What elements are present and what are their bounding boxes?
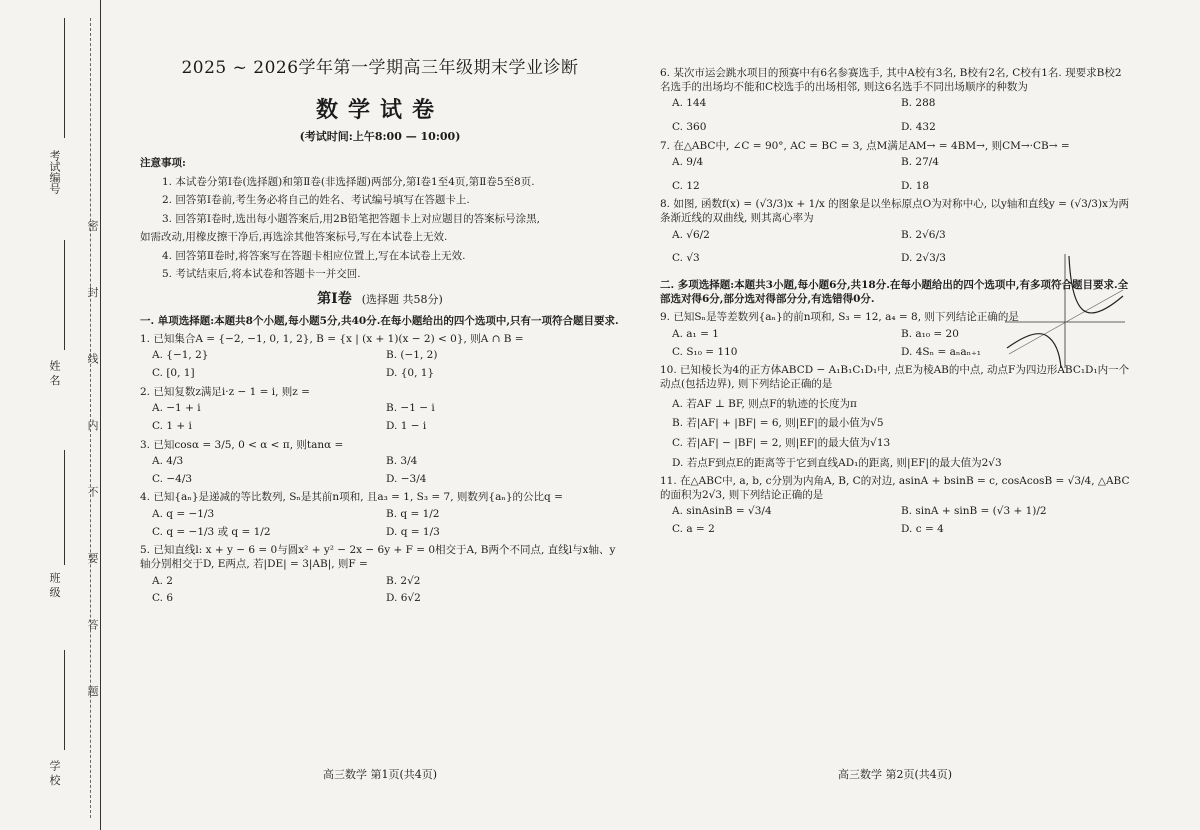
notice-item: 3. 回答第Ⅰ卷时,选出每小题答案后,用2B铅笔把答题卡上对应题目的答案标号涂黑, bbox=[162, 212, 540, 225]
options bbox=[660, 156, 1130, 193]
option: B. 若|AF| + |BF| = 6, 则|EF|的最小值为√5 bbox=[672, 417, 884, 430]
page-1 bbox=[140, 54, 620, 606]
option: A. {−1, 2} bbox=[152, 349, 209, 362]
subject-title: 数学试卷 bbox=[315, 97, 444, 123]
option: B. 2√6/3 bbox=[901, 228, 946, 241]
option: A. 144 bbox=[672, 97, 707, 110]
question-stem: 4. 已知{aₙ}是递减的等比数列, Sₙ是其前n项和, 且a₃ = 1, S₃ = 7, 则数列{aₙ}的公比q = bbox=[140, 491, 563, 504]
question bbox=[140, 544, 620, 606]
option: B. q = 1/2 bbox=[386, 508, 440, 521]
field-name: 姓 名 bbox=[48, 360, 61, 386]
question bbox=[140, 439, 620, 487]
notice bbox=[140, 158, 620, 280]
option: A. 2 bbox=[152, 574, 173, 587]
name-line bbox=[64, 240, 65, 350]
hyperbola-branch-right bbox=[1069, 256, 1123, 313]
option: D. 18 bbox=[901, 179, 930, 192]
options bbox=[660, 97, 1130, 134]
question-stem: 7. 在△ABC中, ∠C = 90°, AC = BC = 3, 点M满足AM→ = 4BM→, 则CM→·CB→ = bbox=[660, 139, 1070, 152]
question bbox=[660, 475, 1130, 537]
question-stem: 11. 在△ABC中, a, b, c分别为内角A, B, C的对边, asinA + bsinB = c, cosAcosB = √3/4, △ABC的面积为2√3, 则下列结论正确的是 bbox=[660, 475, 1130, 501]
notice-item: 4. 回答第Ⅱ卷时,将答案写在答题卡相应位置上,写在本试卷上无效. bbox=[162, 249, 466, 262]
notice-title: 注意事项: bbox=[140, 157, 186, 169]
option: C. 1 + i bbox=[152, 419, 192, 432]
option: D. {0, 1} bbox=[386, 366, 435, 379]
option: C. q = −1/3 或 q = 1/2 bbox=[152, 525, 271, 538]
options bbox=[140, 402, 620, 433]
questions-right bbox=[660, 67, 1130, 266]
notice-item: 5. 考试结束后,将本试卷和答题卡一并交回. bbox=[162, 268, 361, 280]
volume-label: 第Ⅰ卷 bbox=[317, 290, 352, 307]
option: C. 6 bbox=[152, 592, 174, 605]
exam-number-line bbox=[64, 18, 65, 138]
questions-left bbox=[140, 333, 620, 606]
question bbox=[140, 333, 620, 381]
question-stem: 5. 已知直线l: x + y − 6 = 0与圆x² + y² − 2x − 6y + F = 0相交于A, B两个不同点, 直线l与x轴、y轴分别相交于D, E两点, 若|DE| = 3|AB|, 则F = bbox=[140, 544, 616, 570]
field-class: 班 级 bbox=[48, 572, 61, 598]
volume-title bbox=[140, 292, 620, 306]
option: D. q = 1/3 bbox=[386, 525, 440, 538]
question bbox=[660, 67, 1130, 135]
option: C. a = 2 bbox=[672, 523, 715, 536]
options bbox=[140, 455, 620, 486]
question-stem: 3. 已知cosα = 3/5, 0 < α < π, 则tanα = bbox=[140, 438, 344, 451]
option: D. 432 bbox=[901, 120, 936, 133]
option: C. √3 bbox=[672, 252, 700, 265]
option: A. 4/3 bbox=[152, 455, 184, 468]
option: D. 若点F到点E的距离等于它到直线AD₁的距离, 则|EF|的最大值为2√3 bbox=[672, 456, 1002, 469]
option: A. sinAsinB = √3/4 bbox=[672, 505, 772, 518]
option: B. (−1, 2) bbox=[386, 349, 438, 362]
exam-title: 2025 ~ 2026学年第一学期高三年级期末学业诊断 bbox=[181, 58, 579, 78]
option: B. 2√2 bbox=[386, 574, 421, 587]
options bbox=[140, 349, 620, 380]
option: C. 12 bbox=[672, 179, 700, 192]
option: B. 27/4 bbox=[901, 156, 939, 169]
school-line bbox=[64, 650, 65, 750]
option: A. 9/4 bbox=[672, 156, 704, 169]
option: A. √6/2 bbox=[672, 228, 710, 241]
option: A. −1 + i bbox=[152, 402, 201, 415]
option: D. 6√2 bbox=[386, 592, 421, 605]
section-single-choice: 一. 单项选择题:本题共8个小题,每小题5分,共40分.在每小题给出的四个选项中,只有一项符合题目要求. bbox=[140, 314, 619, 327]
option: D. −3/4 bbox=[386, 472, 427, 485]
class-line bbox=[64, 450, 65, 565]
option: B. sinA + sinB = (√3 + 1)/2 bbox=[901, 505, 1047, 518]
question bbox=[140, 491, 620, 539]
options bbox=[140, 508, 620, 539]
footer-page-1: 高三数学 第1页(共4页) bbox=[322, 768, 438, 781]
field-school: 学 校 bbox=[48, 760, 61, 786]
option: D. c = 4 bbox=[901, 523, 944, 536]
notice-item: 如需改动,用橡皮擦干净后,再选涂其他答案标号,写在本试卷上无效. bbox=[140, 231, 448, 243]
option: A. q = −1/3 bbox=[152, 508, 215, 521]
option: A. a₁ = 1 bbox=[672, 328, 719, 341]
option: C. 若|AF| − |BF| = 2, 则|EF|的最大值为√13 bbox=[672, 436, 891, 449]
question bbox=[660, 364, 1130, 470]
option: C. 360 bbox=[672, 120, 707, 133]
hyperbola-figure bbox=[1003, 252, 1127, 370]
option: A. 若AF ⊥ BF, 则点F的轨迹的长度为π bbox=[672, 397, 857, 410]
field-exam-number: 考试编号 bbox=[48, 150, 61, 194]
question bbox=[140, 386, 620, 434]
question-stem: 2. 已知复数z满足i·z − 1 = i, 则z = bbox=[140, 385, 310, 398]
notice-item: 1. 本试卷分第Ⅰ卷(选择题)和第Ⅱ卷(非选择题)两部分,第Ⅰ卷1至4页,第Ⅱ卷5至8页. bbox=[162, 175, 535, 188]
option: B. a₁₀ = 20 bbox=[901, 328, 959, 341]
option: B. 288 bbox=[901, 97, 936, 110]
volume-note: (选择题 共58分) bbox=[361, 292, 443, 306]
question-stem: 1. 已知集合A = {−2, −1, 0, 1, 2}, B = {x | (x + 1)(x − 2) < 0}, 则A ∩ B = bbox=[140, 332, 524, 345]
footer-page-2: 高三数学 第2页(共4页) bbox=[837, 768, 953, 781]
notice-item: 2. 回答第Ⅰ卷前,考生务必将自己的姓名、考试编号填写在答题卡上. bbox=[162, 194, 470, 206]
option: D. 1 − i bbox=[386, 419, 427, 432]
question-stem: 10. 已知棱长为4的正方体ABCD − A₁B₁C₁D₁中, 点E为棱AB的中点, 动点F为四边形ABC₁D₁内一个动点(包括边界), 则下列结论正确的是 bbox=[660, 364, 1130, 390]
option: D. 4Sₙ = aₙaₙ₊₁ bbox=[901, 345, 981, 358]
question-stem: 8. 如图, 函数f(x) = (√3/3)x + 1/x 的图象是以坐标原点O为对称中心, 以y轴和直线y = (√3/3)x为两条渐近线的双曲线, 则其离心率为 bbox=[660, 198, 1129, 225]
option: C. −4/3 bbox=[152, 472, 193, 485]
question-stem: 9. 已知Sₙ是等差数列{aₙ}的前n项和, S₃ = 12, a₄ = 8, 则下列结论正确的是 bbox=[660, 311, 1019, 324]
section-multi-choice: 二. 多项选择题:本题共3小题,每小题6分,共18分.在每小题给出的四个选项中,有多项符合题目要求.全部选对得6分,部分选对得部分分,有选错得0分. bbox=[660, 279, 1129, 306]
option: D. 2√3/3 bbox=[901, 252, 946, 265]
option: C. [0, 1] bbox=[152, 366, 195, 379]
option: C. S₁₀ = 110 bbox=[672, 345, 738, 358]
seal-line-text: 密 封 线 内 不 要 答 题 bbox=[86, 220, 99, 723]
question bbox=[660, 140, 1130, 194]
option: B. 3/4 bbox=[386, 455, 418, 468]
options bbox=[140, 575, 620, 606]
options bbox=[660, 505, 1130, 536]
exam-time: (考试时间:上午8:00 — 10:00) bbox=[299, 130, 461, 143]
question-stem: 6. 某次市运会跳水项目的预赛中有6名参赛选手, 其中A校有3名, B校有2名, C校有1名. 现要求B校2名选手的出场均不能和C校选手的出场相邻, 则这6名选手不同出场顺序的种数为 bbox=[660, 67, 1122, 93]
option: B. −1 − i bbox=[386, 402, 435, 415]
